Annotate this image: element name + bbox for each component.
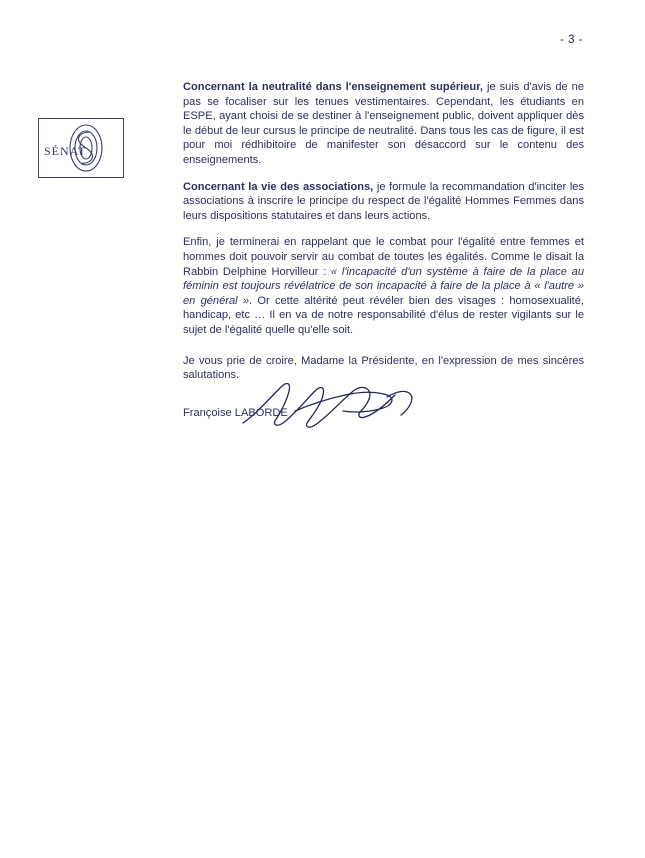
handwritten-signature-icon <box>235 375 435 437</box>
logo-border-bottom <box>38 177 124 178</box>
signatory-name: Françoise LABORDE <box>183 407 288 419</box>
paragraph-text: je formule la recommandation d'inciter les associations à inscrire le principe du respect de l'égalité Hommes Femmes dans leurs dispositions statutaires et dans leurs actions. <box>183 180 584 222</box>
paragraph-neutralite <box>183 80 584 168</box>
senat-wordmark: SÉNAT <box>44 144 87 158</box>
page-number: - 3 - <box>560 34 583 46</box>
paragraph-text: je suis d'avis de ne pas se focaliser sur les tenues vestimentaires. Cependant, les étudiants en ESPE, ayant choisi de se destiner à l'enseignement public, doivent appliquer dès le début de leur cursus le principe de neutralité. Dans tous les cas de figure, il est pour moi rédhibitoire de manifester son désaccord sur le contenu des enseignements. <box>183 81 584 166</box>
paragraph-associations <box>183 180 584 224</box>
signature-block <box>183 375 503 445</box>
paragraph-lead: Concernant la vie des associations, <box>183 180 374 193</box>
paragraph-text-part1: Enfin, je terminerai en rappelant que le combat pour l'égalité entre femmes et hommes doit pouvoir servir au combat de toutes les égalités. Comme le disait la Rabbin Delphine Horvilleur : <box>183 236 584 278</box>
paragraph-conclusion <box>183 235 584 337</box>
closing-salutation: Je vous prie de croire, Madame la Présidente, en l'expression de mes sincères salutations. <box>183 354 584 382</box>
quotation-horvilleur: « l'incapacité d'un système à faire de la place au féminin est toujours révélatrice de son incapacité à faire de la place à « l'autre » en général » <box>183 265 584 307</box>
senat-letterhead-logo <box>38 118 124 178</box>
paragraph-text-part2: . Or cette altérité peut révéler bien des visages : homosexualité, handicap, etc … Il en va de notre responsabilité d'élus de rester vigilants sur le sujet de l'égalité quelle qu'elle soit. <box>183 294 584 336</box>
letter-body <box>183 80 584 383</box>
paragraph-lead: Concernant la neutralité dans l'enseignement supérieur, <box>183 81 483 93</box>
logo-border-left <box>38 118 39 178</box>
logo-border-right <box>123 118 124 178</box>
logo-border-top <box>38 118 124 119</box>
